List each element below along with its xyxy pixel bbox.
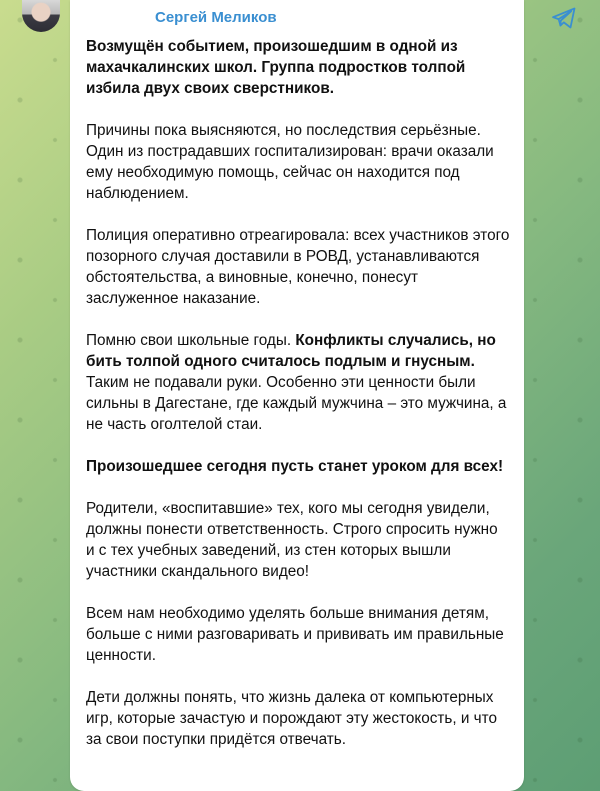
post-paragraph-4-bold: Конфликты случались, но бить толпой одного считалось подлым и гнусным. xyxy=(86,332,496,370)
post-text xyxy=(86,36,510,750)
post-paragraph-4-end: Таким не подавали руки. Особенно эти ценности были сильны в Дагестане, где каждый мужчина – это мужчина, а не часть оголтелой стаи. xyxy=(86,374,507,433)
post-paragraph-3: Полиция оперативно отреагировала: всех участников этого позорного случая доставили в РОВД, устанавливаются обстоятельства, а виновные, конечно, понесут заслуженное наказание. xyxy=(86,227,510,307)
post-paragraph-5: Произошедшее сегодня пусть станет уроком для всех! xyxy=(86,458,504,475)
telegram-plane-icon[interactable] xyxy=(551,6,577,30)
post-paragraph-1: Возмущён событием, произошедшим в одной из махачкалинских школ. Группа подростков толпой избила двух своих сверстников. xyxy=(86,38,466,97)
channel-name[interactable]: Сергей Меликов xyxy=(155,9,277,26)
post-paragraph-2: Причины пока выясняются, но последствия серьёзные. Один из пострадавших госпитализирован: врачи оказали ему необходимую помощь, сейчас он находится под наблюдением. xyxy=(86,122,494,202)
post-paragraph-4-start: Помню свои школьные годы. xyxy=(86,332,296,349)
post-paragraph-8: Дети должны понять, что жизнь далека от компьютерных игр, которые зачастую и порождают эту жестокость, и что за свои поступки придётся отвечать. xyxy=(86,689,497,748)
post-paragraph-4 xyxy=(86,330,510,435)
post-paragraph-7: Всем нам необходимо уделять больше внимания детям, больше с ними разговаривать и прививать им правильные ценности. xyxy=(86,605,504,664)
post-paragraph-6: Родители, «воспитавшие» тех, кого мы сегодня увидели, должны понести ответственность. Строго спросить нужно и с тех учебных заведений, из стен которых вышли участники скандального видео! xyxy=(86,500,498,580)
channel-post xyxy=(70,0,524,791)
